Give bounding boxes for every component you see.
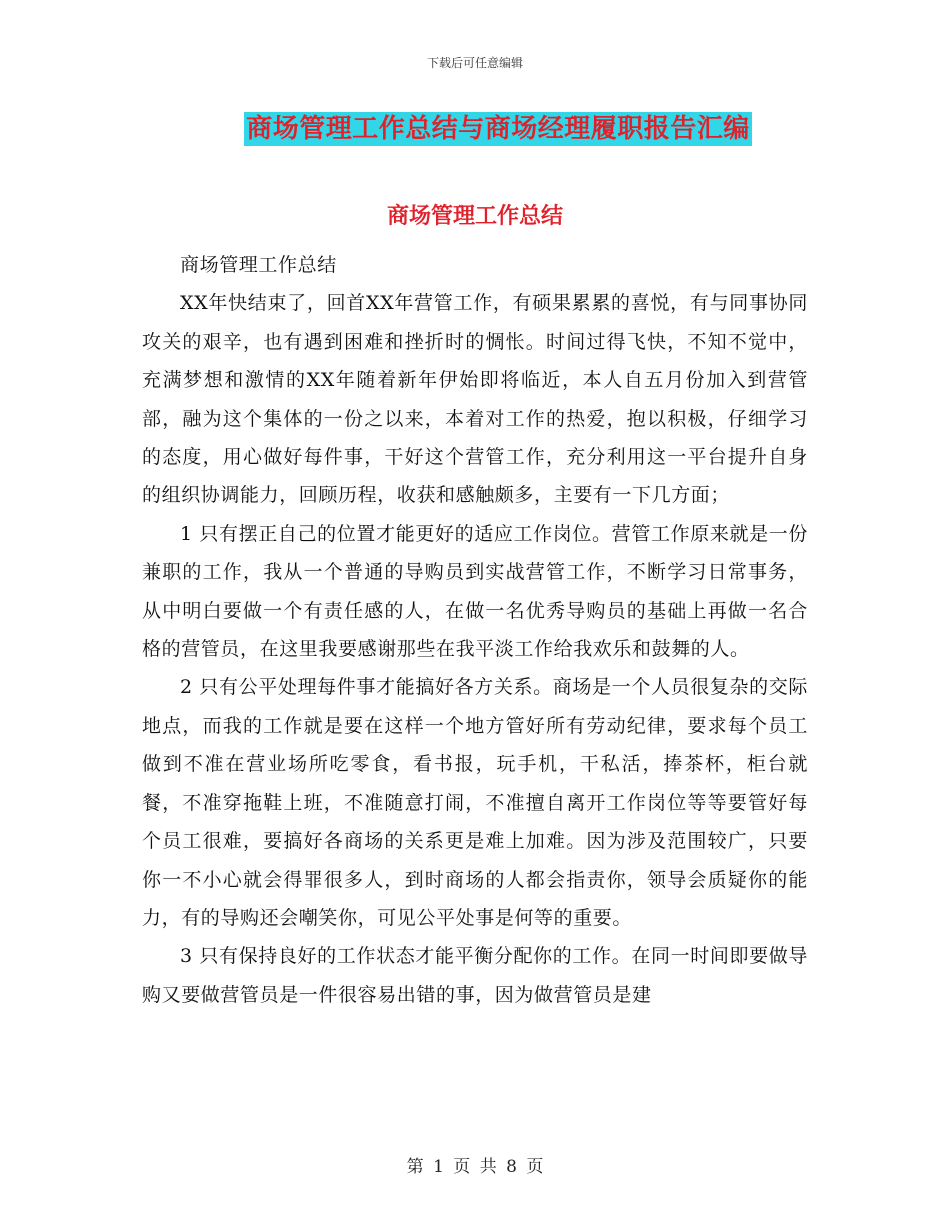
paragraph-point-3: 3 只有保持良好的工作状态才能平衡分配你的工作。在同一时间即要做导购又要做营管员是一件很容易出错的事，因为做营管员是建 [142,945,808,1006]
page-number: 第 1 页 共 8 页 [406,1157,544,1177]
header-note: 下载后可任意编辑 [426,56,523,70]
main-title: 商场管理工作总结与商场经理履职报告汇编 [246,114,750,144]
document-body [142,246,808,1014]
paragraph-point-1: 1 只有摆正自己的位置才能更好的适应工作岗位。营管工作原来就是一份兼职的工作，我从一个普通的导购员到实战营管工作，不断学习日常事务，从中明白要做一个有责任感的人，在做一名优秀导购员的基础上再做一名合格的营管员，在这里我要感谢那些在我平淡工作给我欢乐和鼓舞的人。 [142,522,808,661]
paragraph-intro: XX年快结束了，回首XX年营管工作，有硕果累累的喜悦，有与同事协同攻关的艰辛，也有遇到困难和挫折时的惆怅。时间过得飞快，不知不觉中，充满梦想和激情的XX年随着新年伊始即将临近，本人自五月份加入到营管部，融为这个集体的一份之以来，本着对工作的热爱，抱以积极，仔细学习的态度，用心做好每件事，干好这个营管工作，充分利用这一平台提升自身的组织协调能力，回顾历程，收获和感触颇多，主要有一下几方面； [142,292,808,507]
paragraph-subtitle: 商场管理工作总结 [180,254,337,276]
paragraph-point-2: 2 只有公平处理每件事才能搞好各方关系。商场是一个人员很复杂的交际地点，而我的工作就是要在这样一个地方管好所有劳动纪律，要求每个员工做到不准在营业场所吃零食，看书报，玩手机，干私活，捧茶杯，柜台就餐，不准穿拖鞋上班，不准随意打闹，不准擅自离开工作岗位等等要管好每个员工很难，要搞好各商场的关系更是难上加难。因为涉及范围较广，只要你一不小心就会得罪很多人，到时商场的人都会指责你，领导会质疑你的能力，有的导购还会嘲笑你，可见公平处事是何等的重要。 [142,676,808,929]
section-title: 商场管理工作总结 [386,203,563,229]
main-title-container [0,112,950,146]
